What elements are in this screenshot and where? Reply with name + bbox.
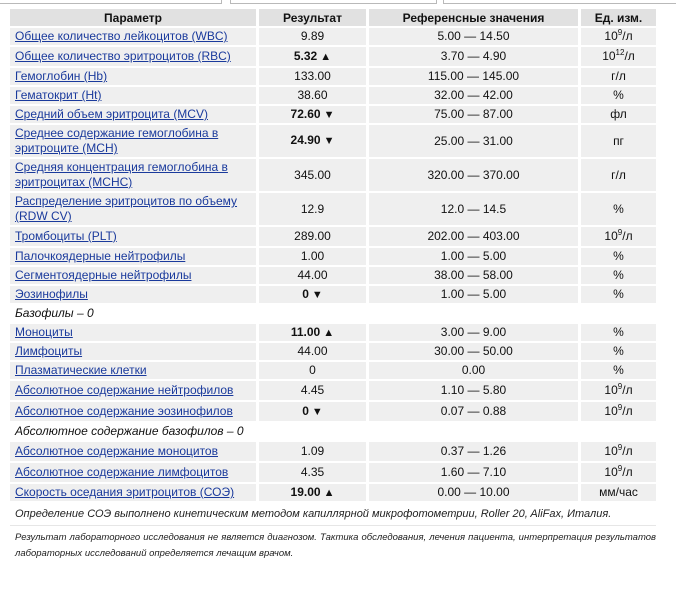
- unit-suffix: /л: [622, 29, 633, 43]
- reference-cell: 38.00 — 58.00: [369, 267, 581, 284]
- unit-base: 10: [604, 383, 618, 397]
- reference-cell: 115.00 — 145.00: [369, 68, 581, 85]
- table-row: [10, 381, 656, 400]
- unit-cell: [581, 362, 656, 379]
- result-value: 44.00: [297, 268, 328, 282]
- result-value: 289.00: [294, 229, 331, 243]
- parameter-cell: [10, 28, 259, 45]
- table-row: [10, 68, 656, 85]
- unit-cell: [581, 87, 656, 104]
- table-row: [10, 159, 656, 191]
- table-row: [10, 324, 656, 341]
- table-row: [10, 28, 656, 45]
- reference-cell: 32.00 — 42.00: [369, 87, 581, 104]
- unit-cell: [581, 193, 656, 225]
- parameter-cell: [10, 87, 259, 104]
- parameter-cell: [10, 484, 259, 501]
- parameter-link[interactable]: Гемоглобин (Hb): [15, 69, 108, 83]
- unit-cell: [581, 463, 656, 482]
- unit-base: 10: [604, 404, 618, 418]
- parameter-cell: [10, 227, 259, 246]
- unit-exponent: 9: [617, 228, 623, 237]
- parameter-cell: [10, 125, 259, 157]
- result-cell: [259, 68, 369, 85]
- unit-cell: [581, 381, 656, 400]
- table-row: [10, 106, 656, 123]
- parameter-link[interactable]: Среднее содержание гемоглобина в эритроците (MCH): [15, 126, 219, 155]
- unit-base: 10: [604, 444, 618, 458]
- result-value: 4.45: [300, 383, 325, 397]
- unit-exponent: 9: [617, 403, 623, 412]
- reference-cell: 202.00 — 403.00: [369, 227, 581, 246]
- parameter-cell: [10, 362, 259, 379]
- unit-cell: [581, 47, 656, 66]
- unit-cell: [581, 227, 656, 246]
- result-value: 44.00: [297, 344, 328, 358]
- table-row: [10, 193, 656, 225]
- result-value: 24.90: [290, 133, 321, 147]
- unit-base: фл: [610, 107, 627, 121]
- parameter-cell: [10, 267, 259, 284]
- result-value: 0: [309, 363, 316, 377]
- parameter-link[interactable]: Плазматические клетки: [15, 363, 147, 377]
- results-table: [10, 7, 656, 503]
- result-value: 9.89: [300, 29, 325, 43]
- unit-suffix: /л: [622, 444, 633, 458]
- parameter-link[interactable]: Средняя концентрация гемоглобина в эритроцитах (MCHC): [15, 160, 228, 189]
- reference-cell: 0.00: [369, 362, 581, 379]
- unit-cell: [581, 159, 656, 191]
- reference-cell: 1.60 — 7.10: [369, 463, 581, 482]
- unit-base: г/л: [611, 69, 626, 83]
- note-row: [10, 305, 656, 322]
- result-cell: [259, 47, 369, 66]
- result-cell: [259, 362, 369, 379]
- unit-suffix: /л: [622, 229, 633, 243]
- result-cell: [259, 484, 369, 501]
- parameter-link[interactable]: Гематокрит (Ht): [15, 88, 102, 102]
- table-row: [10, 227, 656, 246]
- unit-base: %: [613, 201, 624, 216]
- unit-base: %: [613, 249, 624, 263]
- unit-cell: [581, 248, 656, 265]
- result-value: 1.09: [300, 444, 325, 458]
- unit-base: 10: [604, 29, 618, 43]
- reference-cell: 3.70 — 4.90: [369, 47, 581, 66]
- unit-base: %: [613, 344, 624, 358]
- table-row: [10, 463, 656, 482]
- reference-cell: 0.07 — 0.88: [369, 402, 581, 421]
- note-text: Базофилы – 0: [10, 305, 656, 322]
- unit-exponent: 9: [617, 382, 623, 391]
- parameter-link[interactable]: Распределение эритроцитов по объему (RDW CV): [15, 194, 238, 223]
- parameter-link[interactable]: Палочкоядерные нейтрофилы: [15, 249, 186, 263]
- arrow-up-icon: ▲: [323, 326, 335, 339]
- reference-cell: 320.00 — 370.00: [369, 159, 581, 191]
- unit-base: 10: [604, 229, 618, 243]
- top-field-left: [0, 0, 222, 4]
- result-value: 12.9: [300, 201, 325, 216]
- table-row: [10, 343, 656, 360]
- result-cell: [259, 193, 369, 225]
- table-row: [10, 87, 656, 104]
- unit-suffix: /л: [622, 383, 633, 397]
- arrow-down-icon: ▼: [323, 135, 335, 147]
- reference-cell: 3.00 — 9.00: [369, 324, 581, 341]
- reference-cell: 75.00 — 87.00: [369, 106, 581, 123]
- reference-cell: 25.00 — 31.00: [369, 125, 581, 157]
- result-cell: [259, 402, 369, 421]
- reference-cell: 5.00 — 14.50: [369, 28, 581, 45]
- reference-cell: 1.10 — 5.80: [369, 381, 581, 400]
- table-row: [10, 125, 656, 157]
- table-row: [10, 362, 656, 379]
- note-row: [10, 423, 656, 440]
- method-note: Определение СОЭ выполнено кинетическим методом капиллярной микрофотометрии, Roller 20, AliFax, Италия.: [15, 508, 612, 520]
- unit-base: 10: [604, 465, 618, 479]
- unit-cell: [581, 286, 656, 303]
- unit-cell: [581, 343, 656, 360]
- parameter-link[interactable]: Эозинофилы: [15, 287, 88, 301]
- header-parameter: Параметр: [10, 9, 259, 26]
- result-cell: [259, 442, 369, 461]
- reference-cell: 0.37 — 1.26: [369, 442, 581, 461]
- result-cell: [259, 324, 369, 341]
- disclaimer: Результат лабораторного исследования не является диагнозом. Тактика обследования, лечения пациента, интерпретация результатов лабораторных исследований определяется лечащим врачом.: [15, 532, 656, 559]
- unit-base: %: [613, 268, 624, 282]
- unit-cell: [581, 324, 656, 341]
- result-value: 11.00: [290, 324, 321, 339]
- parameter-cell: [10, 47, 259, 66]
- arrow-down-icon: ▼: [323, 108, 335, 121]
- unit-base: %: [613, 363, 624, 377]
- unit-cell: [581, 68, 656, 85]
- result-value: 72.60: [290, 106, 321, 121]
- result-cell: [259, 267, 369, 284]
- reference-cell: 1.00 — 5.00: [369, 248, 581, 265]
- header-reference: Референсные значения: [369, 9, 581, 26]
- unit-cell: [581, 28, 656, 45]
- result-value: 4.35: [300, 465, 325, 479]
- table-row: [10, 442, 656, 461]
- unit-exponent: 9: [617, 464, 623, 473]
- parameter-cell: [10, 381, 259, 400]
- parameter-cell: [10, 68, 259, 85]
- parameter-cell: [10, 193, 259, 225]
- arrow-up-icon: ▲: [323, 486, 335, 499]
- unit-cell: [581, 402, 656, 421]
- parameter-link[interactable]: Общее количество лейкоцитов (WBC): [15, 29, 228, 43]
- parameter-link[interactable]: Абсолютное содержание лимфоцитов: [15, 465, 229, 479]
- result-cell: [259, 463, 369, 482]
- unit-cell: [581, 484, 656, 501]
- arrow-up-icon: ▲: [320, 50, 332, 63]
- parameter-cell: [10, 442, 259, 461]
- unit-base: г/л: [611, 167, 626, 182]
- parameter-link[interactable]: Абсолютное содержание нейтрофилов: [15, 383, 234, 397]
- divider: [10, 525, 656, 526]
- table-row: [10, 248, 656, 265]
- result-cell: [259, 125, 369, 157]
- result-value: 0: [302, 286, 309, 301]
- unit-cell: [581, 267, 656, 284]
- result-cell: [259, 106, 369, 123]
- result-cell: [259, 286, 369, 303]
- table-row: [10, 402, 656, 421]
- table-row: [10, 484, 656, 501]
- unit-exponent: 9: [617, 443, 623, 452]
- table-row: [10, 267, 656, 284]
- result-cell: [259, 343, 369, 360]
- unit-base: %: [613, 88, 624, 102]
- parameter-link[interactable]: Скорость оседания эритроцитов (СОЭ): [15, 485, 235, 499]
- reference-cell: 30.00 — 50.00: [369, 343, 581, 360]
- unit-suffix: /л: [624, 49, 635, 63]
- parameter-cell: [10, 402, 259, 421]
- reference-cell: 12.0 — 14.5: [369, 193, 581, 225]
- parameter-cell: [10, 463, 259, 482]
- result-cell: [259, 28, 369, 45]
- result-cell: [259, 87, 369, 104]
- parameter-cell: [10, 248, 259, 265]
- result-value: 345.00: [294, 167, 331, 182]
- result-cell: [259, 248, 369, 265]
- result-value: 19.00: [290, 484, 321, 499]
- result-value: 0: [302, 403, 309, 418]
- top-field-middle: [230, 0, 437, 4]
- result-value: 38.60: [297, 88, 328, 102]
- header-result: Результат: [259, 9, 369, 26]
- parameter-cell: [10, 159, 259, 191]
- unit-cell: [581, 106, 656, 123]
- unit-base: пг: [613, 133, 624, 148]
- parameter-link[interactable]: Моноциты: [15, 325, 73, 339]
- unit-suffix: /л: [622, 465, 633, 479]
- parameter-cell: [10, 324, 259, 341]
- parameter-link[interactable]: Сегментоядерные нейтрофилы: [15, 268, 192, 282]
- unit-suffix: /л: [622, 404, 633, 418]
- parameter-link[interactable]: Общее количество эритроцитов (RBC): [15, 49, 231, 63]
- note-text: Абсолютное содержание базофилов – 0: [10, 423, 656, 440]
- parameter-cell: [10, 343, 259, 360]
- result-value: 133.00: [294, 69, 331, 83]
- results-body: [10, 28, 656, 501]
- header-unit: Ед. изм.: [581, 9, 656, 26]
- unit-exponent: 12: [615, 48, 625, 57]
- result-value: 1.00: [300, 249, 325, 263]
- unit-cell: [581, 442, 656, 461]
- parameter-link[interactable]: Абсолютное содержание эозинофилов: [15, 404, 233, 418]
- unit-exponent: 9: [617, 28, 623, 37]
- result-cell: [259, 227, 369, 246]
- top-field-right: [443, 0, 676, 4]
- unit-base: %: [613, 325, 624, 339]
- reference-cell: 0.00 — 10.00: [369, 484, 581, 501]
- unit-base: 10: [602, 49, 616, 63]
- parameter-link[interactable]: Средний объем эритроцита (MCV): [15, 107, 208, 121]
- arrow-down-icon: ▼: [311, 288, 323, 301]
- parameter-cell: [10, 286, 259, 303]
- unit-base: %: [613, 287, 624, 301]
- result-cell: [259, 159, 369, 191]
- reference-cell: 1.00 — 5.00: [369, 286, 581, 303]
- result-cell: [259, 381, 369, 400]
- arrow-down-icon: ▼: [311, 405, 323, 418]
- parameter-link[interactable]: Тромбоциты (PLT): [15, 229, 117, 243]
- top-field-strip: [0, 0, 676, 4]
- parameter-link[interactable]: Абсолютное содержание моноцитов: [15, 444, 218, 458]
- unit-cell: [581, 125, 656, 157]
- table-header-row: [10, 9, 656, 26]
- unit-base: мм/час: [599, 485, 638, 499]
- table-row: [10, 286, 656, 303]
- parameter-link[interactable]: Лимфоциты: [15, 344, 83, 358]
- result-value: 5.32: [293, 48, 318, 63]
- table-row: [10, 47, 656, 66]
- parameter-cell: [10, 106, 259, 123]
